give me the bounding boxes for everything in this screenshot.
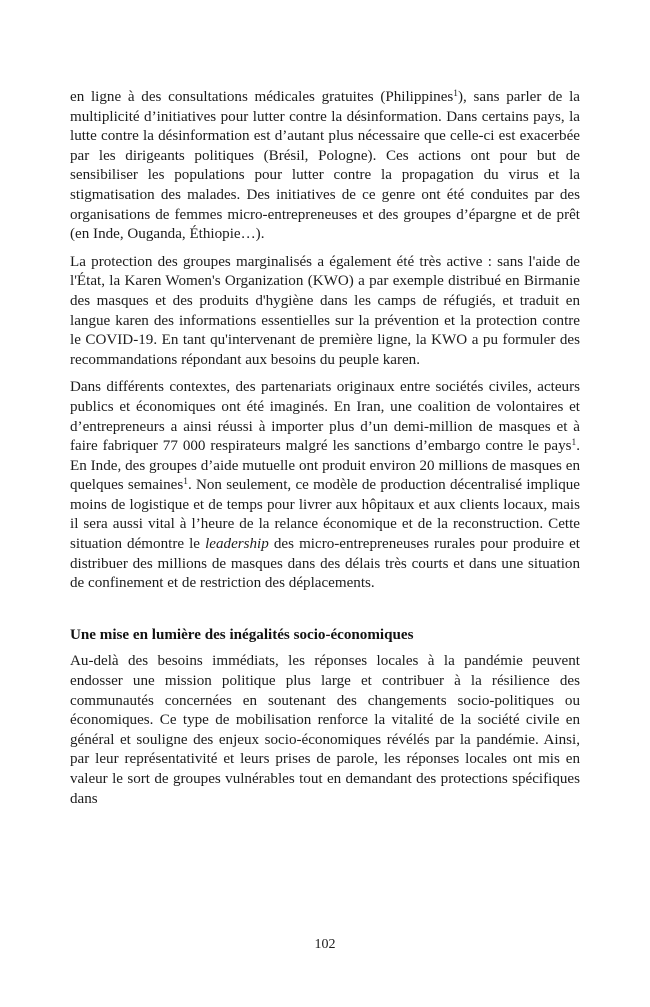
paragraph-4: Au-delà des besoins immédiats, les réponses locales à la pandémie peuvent endosser une mission politique plus large et contribuer à la résilience des communautés concernées en soutenant des changements socio-politiques ou économiques. Ce type de mobilisation renforce la vitalité de la société civile en général et souligne des enjeux socio-économiques révélés par la pandémie. Ainsi, par leur représentativité et leurs prises de parole, les réponses locales ont mis en valeur le sort de groupes vulnérables tout en demandant des protections spécifiques dans <box>70 653 580 807</box>
paragraph-2: La protection des groupes marginalisés a également été très active : sans l'aide de l'État, la Karen Women's Organization (KWO) a par exemple distribué en Birmanie des masques et des produits d'hygiène dans les camps de réfugiés, et traduit en langue karen des informations essentielles sur la prévention et la protection contre le COVID-19. En tant qu'intervenant de première ligne, la KWO a pu formuler des recommandations répondant aux besoins du peuple karen. <box>70 253 580 368</box>
paragraph-1: en ligne à des consultations médicales gratuites (Philippines$^1$), sans parler de la multiplicité d’initiatives pour lutter contre la désinformation. Dans certains pays, la lutte contre la désinformation est d’autant plus nécessaire que celle-ci est exacerbée par les dirigeants politiques (Brésil, Pologne). Ces actions ont pour but de sensibiliser les populations pour lutter contre la propagation du virus et la stigmatisation des malades. Des initiatives de ce genre ont été conduites par des organisations de femmes micro-entrepreneuses et des groupes d’épargne et de prêt (en Inde, Ouganda, Éthiopie…). <box>70 89 581 243</box>
page-text-block <box>70 88 580 809</box>
page-number: 102 <box>314 937 336 952</box>
footnote-reference[interactable]: 1 <box>571 438 577 449</box>
section-heading: Une mise en lumière des inégalités socio-économiques <box>70 626 414 643</box>
footnote-reference[interactable]: 1 <box>183 477 188 488</box>
paragraph-3: Dans différents contextes, des partenariats originaux entre sociétés civiles, acteurs publics et économiques ont été imaginés. En Iran, une coalition de volontaires et d’entrepreneurs a ainsi réussi à importer plus d’un demi-million de masques et à faire fabriquer 77 000 respirateurs malgré les sanctions d’embargo contre le pays$^1$. En Inde, des groupes d’aide mutuelle ont produit environ 20 millions de masques en quelques semaines$^1$. Non seulement, ce modèle de production décentralisé implique moins de logistique et de temps pour livrer aux hôpitaux et aux clients locaux, mais il sera aussi vital à l’heure de la relance économique et de la reconstruction. Cette situation démontre le leadership des micro-entrepreneuses rurales pour produire et distribuer des millions de masques dans des délais très courts et dans une situation de confinement et de restriction des déplacements. <box>70 379 580 592</box>
emphasized-text: leadership <box>205 536 269 553</box>
footnote-reference[interactable]: 1 <box>453 89 458 100</box>
section-heading-block <box>70 626 580 646</box>
